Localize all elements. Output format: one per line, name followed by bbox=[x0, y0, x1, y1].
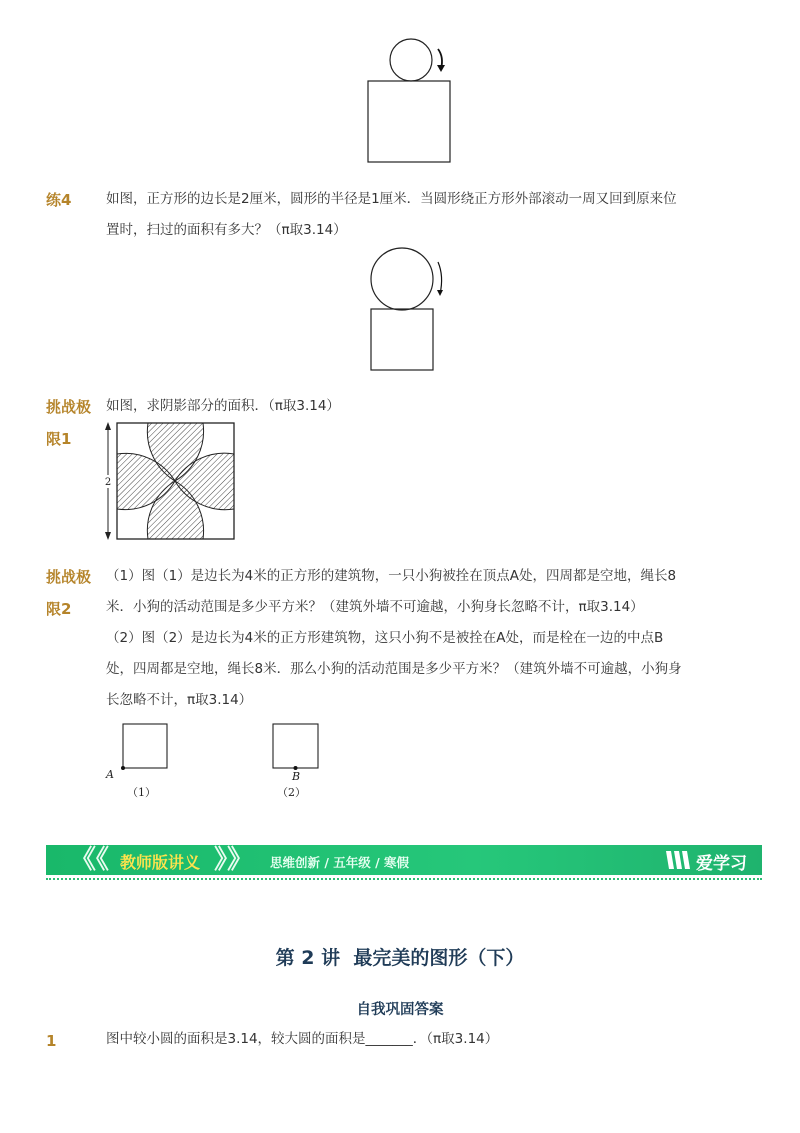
answer1-number: 1 bbox=[46, 1032, 57, 1050]
challenge2-label bbox=[46, 567, 91, 619]
challenge1-text: 如图，求阴影部分的面积．（π取3.14） bbox=[106, 398, 340, 414]
dimension-label: 2 bbox=[104, 477, 112, 488]
rolling-circle bbox=[390, 39, 432, 81]
banner-title: 教师版讲义 bbox=[120, 853, 201, 872]
brand-logo-icon bbox=[664, 848, 694, 872]
figure1-point-label: A bbox=[106, 768, 114, 781]
challenge2-line4: 处，四周都是空地，绳长8米．那么小狗的活动范围是多少平方米？（建筑外墙不可逾越，小狗身 bbox=[106, 661, 682, 677]
square bbox=[371, 309, 433, 370]
dimension-arrow-top-icon bbox=[105, 422, 111, 430]
challenge1-label-line2: 限1 bbox=[46, 430, 72, 448]
building-square bbox=[123, 724, 167, 768]
challenge2-line5: 长忽略不计，π取3.14） bbox=[106, 692, 253, 708]
top-figure-circle-square bbox=[360, 35, 460, 167]
left-chevrons-icon: 《《 bbox=[70, 845, 110, 875]
right-chevrons-icon: 》》 bbox=[214, 845, 254, 875]
challenge1-label-line1: 挑战极 bbox=[46, 398, 92, 416]
figure2-caption: （2） bbox=[277, 786, 306, 799]
figure2-point-label: B bbox=[292, 770, 301, 783]
challenge2-line2: 米．小狗的活动范围是多少平方米？（建筑外墙不可逾越，小狗身长忽略不计，π取3.14） bbox=[106, 599, 644, 615]
banner-dotted-rule bbox=[46, 878, 762, 880]
practice4-label: 练4 bbox=[46, 191, 72, 209]
challenge2-line3: （2）图（2）是边长为4米的正方形建筑物，这只小狗不是被拴在A处，而是栓在一边的中点B bbox=[106, 630, 664, 646]
challenge2-line1: （1）图（1）是边长为4米的正方形的建筑物，一只小狗被拴在顶点A处，四周都是空地，绳长8 bbox=[106, 568, 677, 584]
tether-point-A bbox=[121, 766, 125, 770]
practice4-figure bbox=[364, 246, 454, 372]
challenge2-label-line2: 限2 bbox=[46, 600, 72, 618]
challenge2-figure2 bbox=[268, 718, 328, 778]
rotation-arrow-icon bbox=[438, 262, 442, 294]
dimension-arrow-bottom-icon bbox=[105, 532, 111, 540]
rolling-circle bbox=[371, 248, 433, 310]
section-title: 自我巩固答案 bbox=[356, 1002, 444, 1018]
brand-name: 爱学习 bbox=[696, 854, 747, 874]
square bbox=[368, 81, 450, 162]
building-square bbox=[273, 724, 318, 768]
lesson-title: 第 2 讲 最完美的图形（下） bbox=[275, 947, 525, 969]
practice4-line1: 如图，正方形的边长是2厘米，圆形的半径是1厘米．当圆形绕正方形外部滚动一周又回到原来位 bbox=[106, 191, 677, 207]
challenge1-figure bbox=[100, 418, 240, 544]
arrowhead-icon bbox=[437, 290, 443, 296]
figure1-caption: （1） bbox=[127, 786, 156, 799]
banner-subtitle: 思维创新 / 五年级 / 寒假 bbox=[270, 855, 410, 870]
arrowhead-icon bbox=[437, 65, 445, 72]
answer1-text: 图中较小圆的面积是3.14，较大圆的面积是_______．（π取3.14） bbox=[106, 1031, 499, 1047]
challenge2-label-line1: 挑战极 bbox=[46, 568, 92, 586]
practice4-line2: 置时，扫过的面积有多大？（π取3.14） bbox=[106, 222, 347, 238]
challenge1-label bbox=[46, 397, 91, 449]
